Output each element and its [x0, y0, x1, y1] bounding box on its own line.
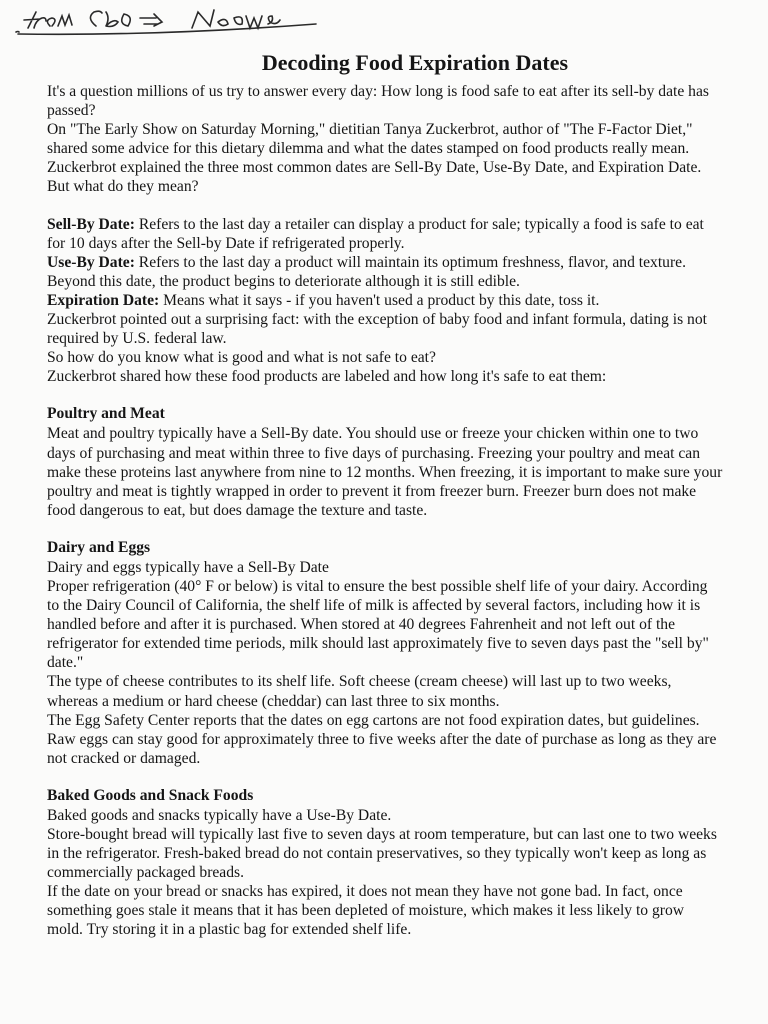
section-heading-dairy: Dairy and Eggs	[47, 538, 151, 556]
body-paragraph: Dairy and eggs typically have a Sell-By Date	[47, 558, 329, 576]
page-title: Decoding Food Expiration Dates	[261, 50, 569, 75]
intro-paragraph: It's a question millions of us try to answer every day: How long is food safe to eat after its sell-by date has passed?	[47, 83, 709, 120]
section-heading-poultry: Poultry and Meat	[47, 405, 165, 423]
body-paragraph: Proper refrigeration (40° F or below) is vital to ensure the best possible shelf life of your dairy. According to the Dairy Council of California, the shelf life of milk is affected by several factors, including how it is handled before and after it is purchased. When stored at 40 degrees Fahrenheit and not left out of the refrigerator for extended time periods, milk should last approximately five to seven days past the "sell by" date."	[47, 577, 709, 672]
body-paragraph: The type of cheese contributes to its shelf life. Soft cheese (cream cheese) will last up to two weeks, whereas a medium or hard cheese (cheddar) can last three to six months.	[47, 673, 672, 710]
definition-text: Means what it says - if you haven't used a product by this date, toss it.	[159, 291, 600, 309]
definition-term: Expiration Date:	[47, 291, 160, 309]
body-paragraph: The Egg Safety Center reports that the dates on egg cartons are not food expiration dates, but guidelines. Raw eggs can stay good for approximately three to five weeks after the date of purchase as long as they are not cracked or damaged.	[47, 711, 717, 767]
body-paragraph: If the date on your bread or snacks has expired, it does not mean they have not gone bad. In fact, once something goes stale it means that it has been depleted of moisture, which makes it less likely to grow mold. Try storing it in a plastic bag for extended shelf life.	[47, 883, 685, 939]
definition-term: Sell-By Date:	[47, 215, 135, 233]
body-paragraph: Zuckerbrot shared how these food products are labeled and how long it's safe to eat them:	[47, 368, 607, 386]
handwritten-note	[6, 4, 326, 38]
body-paragraph: So how do you know what is good and what is not safe to eat?	[47, 349, 436, 367]
body-paragraph: Store-bought bread will typically last five to seven days at room temperature, but can last one to two weeks in the refrigerator. Fresh-baked bread do not contain preservatives, so they typically won't keep as long as commercially packaged breads.	[47, 826, 717, 882]
article	[47, 50, 723, 940]
definition-expiration	[47, 291, 723, 310]
body-paragraph: Baked goods and snacks typically have a Use-By Date.	[47, 806, 392, 824]
spacer	[47, 768, 723, 786]
intro-paragraph: On "The Early Show on Saturday Morning," dietitian Tanya Zuckerbrot, author of "The F-Factor Diet," shared some advice for this dietary dilemma and what the dates stamped on food products really mean.	[47, 121, 693, 158]
spacer	[47, 197, 723, 215]
definition-sell-by	[47, 215, 723, 253]
section-heading-baked: Baked Goods and Snack Foods	[47, 786, 254, 804]
definition-use-by	[47, 253, 723, 291]
definition-term: Use-By Date:	[47, 253, 135, 271]
definition-text: Refers to the last day a retailer can display a product for sale; typically a food is safe to eat for 10 days after the Sell-by Date if refrigerated properly.	[47, 215, 704, 252]
definition-text: Refers to the last day a product will maintain its optimum freshness, flavor, and texture. Beyond this date, the product begins to deteriorate although it is still edible.	[47, 253, 686, 290]
body-paragraph: Zuckerbrot pointed out a surprising fact: with the exception of baby food and infant formula, dating is not required by U.S. federal law.	[47, 311, 707, 348]
spacer	[47, 520, 723, 538]
body-paragraph: Meat and poultry typically have a Sell-By date. You should use or freeze your chicken within one to two days of purchasing and meat within three to five days of purchasing. Freezing your poultry and meat can make these proteins last anywhere from nine to 12 months. When freezing, it is important to make sure your poultry and meat is tightly wrapped in order to prevent it from freezer burn. Freezer burn does not make food dangerous to eat, but does damage the texture and taste.	[47, 425, 723, 519]
spacer	[47, 386, 723, 404]
intro-paragraph: Zuckerbrot explained the three most common dates are Sell-By Date, Use-By Date, and Expiration Date. But what do they mean?	[47, 159, 702, 196]
